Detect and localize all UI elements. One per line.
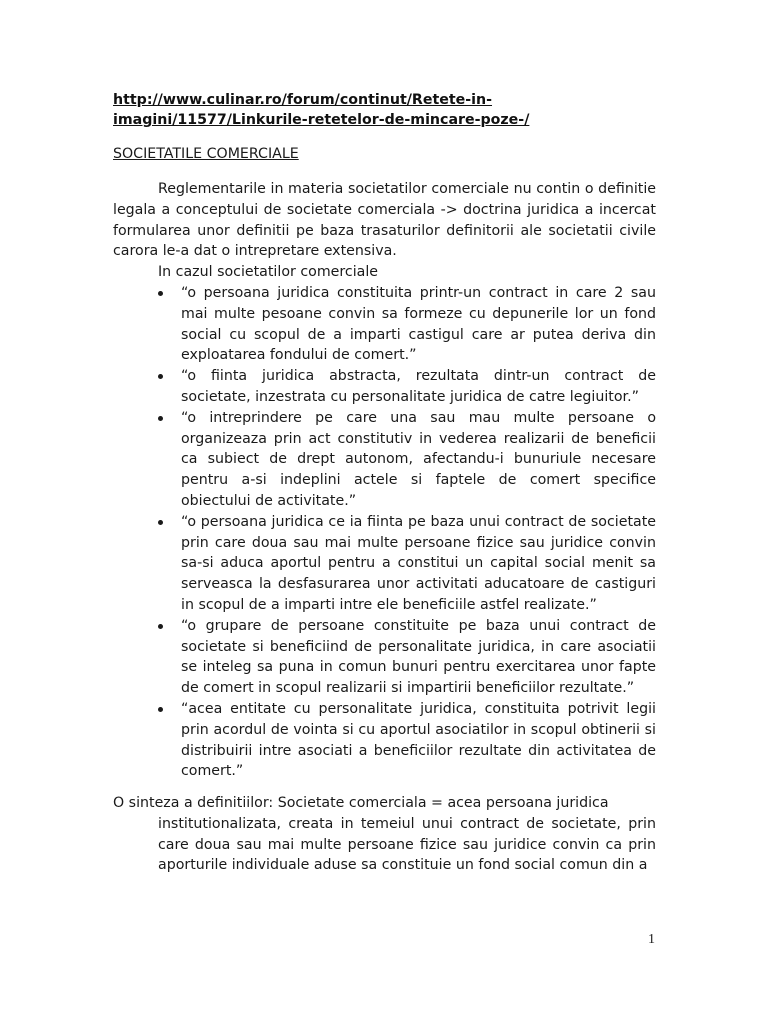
list-item-text: “o fiinta juridica abstracta, rezultata dintr-un contract de societate, inzestrata cu personalitate juridica de catre legiuitor.”	[181, 368, 656, 405]
url-line-1[interactable]: http://www.culinar.ro/forum/continut/Retete-in-	[113, 92, 493, 108]
list-item-text: “acea entitate cu personalitate juridica, constituita potrivit legii prin acordul de vointa si cu aportul asociatilor in scopul obtinerii si distribuirii intre asociati a beneficiilor rezultate din activitatea de comert.”	[181, 700, 656, 780]
list-item	[158, 699, 656, 782]
list-item	[158, 512, 656, 616]
list-item-text: “o persoana juridica ce ia fiinta pe baza unui contract de societate prin care doua sau mai multe persoane fizice sau juridice convin sa-si aduca aportul pentru a constitui un capital social menit sa serveasca la desfasurarea unor activitati aducatoare de castiguri in scopul de a imparti intre ele beneficiile astfel realizate.”	[181, 513, 656, 613]
bullet-icon	[158, 520, 163, 525]
section-heading: SOCIETATILE COMERCIALE	[113, 146, 299, 162]
synthesis-first-line: O sinteza a definitiilor: Societate comerciala = acea persoana juridica	[113, 795, 609, 811]
list-item	[158, 283, 656, 366]
lead-line: In cazul societatilor comerciale	[158, 264, 378, 280]
intro-paragraph: Reglementarile in materia societatilor comerciale nu contin o definitie legala a conceptului de societate comerciala -> doctrina juridica a incercat formularea unor definitii pe baza trasaturilor definitorii ale societatii civile carora le-a dat o intrepretare extensiva.	[113, 181, 656, 260]
source-url-link[interactable]	[113, 90, 673, 130]
url-line-2[interactable]: imagini/11577/Linkurile-retetelor-de-mincare-poze-/	[113, 112, 530, 128]
list-item-text: “o grupare de persoane constituite pe baza unui contract de societate si beneficiind de personalitate juridica, in care asociatii se inteleg sa puna in comun bunuri pentru exercitarea unor fapte de comert in scopul realizarii si impartirii beneficiilor rezultate.”	[181, 617, 656, 697]
list-item-text: “o persoana juridica constituita printr-un contract in care 2 sau mai multe pesoane convin sa formeze cu depunerile lor un fond social cu scopul de a imparti castigul care ar putea deriva din exploatarea fondului de comert.”	[181, 285, 656, 364]
list-item	[158, 408, 656, 512]
bullet-icon	[158, 416, 163, 421]
list-item	[158, 616, 656, 699]
synthesis-paragraph	[113, 793, 656, 876]
bullet-icon	[158, 707, 163, 712]
definitions-list	[158, 283, 656, 782]
page-number: 1	[648, 932, 655, 947]
bullet-icon	[158, 291, 163, 296]
list-item-text: “o intreprindere pe care una sau mau multe persoane o organizeaza prin act constitutiv in vederea realizarii de beneficii ca subiect de drept autonom, afectandu-i bunuriule necesare pentru a-si indeplini actele si faptele de comert specifice obiectului de activitate.”	[181, 409, 656, 509]
list-item	[158, 366, 656, 408]
bullet-icon	[158, 374, 163, 379]
bullet-icon	[158, 624, 163, 629]
synthesis-continuation: institutionalizata, creata in temeiul unui contract de societate, prin care doua sau mai multe persoane fizice sau juridice convin ca prin aporturile individuale aduse sa constituie un fond social comun din a	[158, 815, 656, 874]
